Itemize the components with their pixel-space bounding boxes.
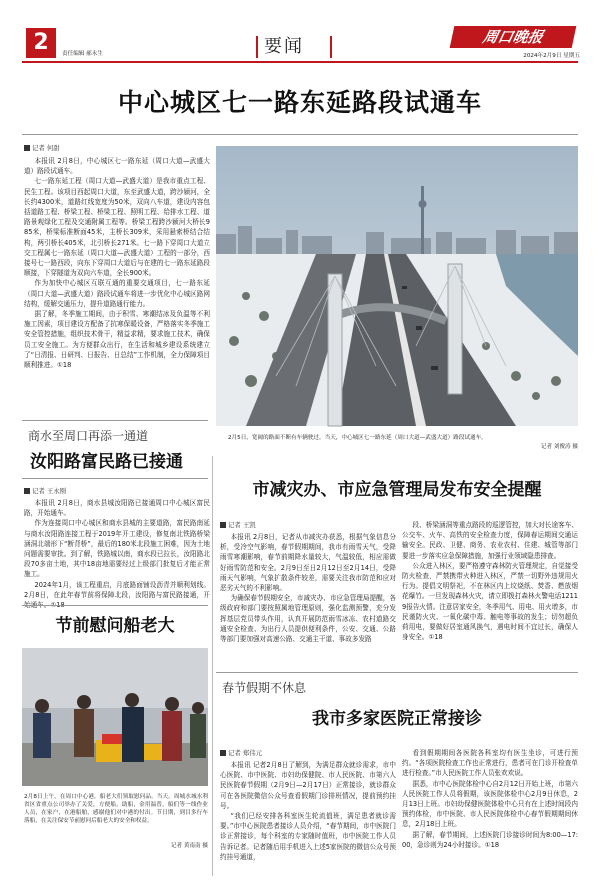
story4-credit: 记者 黄南南 摄	[170, 843, 208, 849]
story4-headline: 节前慰问船老大	[55, 616, 175, 636]
story4-caption: 2月8日上午，在周口中心港，船老大们领取慰问品。当天，周城水城水利省区省重点公司举办了关爱，方便船，助船，金用温普，船们等一线作业人员，在家户，在港船舶，感谢他们对中港的付出。节日期，到目多行车落船，在关注保安节前慰问后船老大的安全和权益。	[24, 794, 208, 824]
lead-headline: 中心城区七一路东延路段试通车	[117, 88, 482, 117]
lead-body: 本报讯 2月8日，中心城区七一路东延（周口大道—武盛大道）路段试通车。 七一路东延工程（周口大道—武盛大道）是我市重点工程、民生工程。该项目西起周口大道，东至武盛大道，跨沙颍河，全长约4300米，道路红线宽度为50米，双向八车道，建设内容包括道路工程、桥梁工程、桥梁工程、照明工程、给排水工程、道路景观绿化工程及交通附属工程等。桥梁工程跨沙颍河大桥长985米，桥梁标准断面45米，主桥长309米，采用悬索桥结合结构，两引桥长405米，北引桥长271米。七一路下穿周口大道立交工程属七一路东延（周口大道—武盛大道）工程的一部分，西接号七一路西段，向东下穿周口大道后与在建的七一路东延路段顺接，下穿隧道为双向六车道，全长900米。 作为加快中心城区互联互通的重要交通项目，七一路东延（周口大道—武盛大道）路段试通车将进一步优化中心城区路网结构，缓解交通压力，提升道路通行能力。 据了解，冬季施工期间，由于积雪、寒潮结冰及负温等不利施工因素，项目建设方配备了抗寒保暖设备，严格落实冬季施工安全管控措施，组织技术骨干，精益求精，要求施工技术，确保员工安全施工。为方便群众出行，在生活和城乡建设系统建立了“日清报、日研判、日报告、日总结”工作机制，全力保障项目顺利推进。①18	[24, 157, 210, 370]
story4-rule	[22, 605, 208, 606]
story2-rule-top	[22, 420, 208, 421]
page-number: 2	[26, 28, 56, 58]
story4-photo	[22, 648, 208, 786]
story2-kicker: 商水至周口再添一通道	[28, 429, 149, 443]
lead-rule	[22, 134, 578, 135]
story2-rule	[22, 478, 208, 479]
lead-photo-credit: 记者 刘俊涛 摄	[540, 444, 578, 450]
paper-logo: 周口晚报	[450, 26, 577, 48]
story3-headline: 市减灾办、市应急管理局发布安全提醒	[252, 480, 542, 500]
section-divider-right	[330, 36, 332, 58]
story3-byline: 记者 王凯	[220, 520, 380, 529]
lead-byline: 记者 何甜	[24, 143, 204, 152]
boatmen-photo-illustration	[22, 648, 208, 786]
section-divider-left	[256, 36, 258, 58]
story2-byline: 记者 王永刚	[24, 486, 204, 495]
story5-col1: 本报讯 记者2月8日了解到，为满足群众就诊需求，市中心医院、市中医院、市妇幼保健院、市人民医院、市第六人民医院春节假期（2月9日—2月17日）正常接诊，就诊群众可在各医院微信公众号查看假期门诊排班情况，提前预约挂号。 “我们已经安排各科室医生轮流值班，满足患者就诊需要。”市中心医院患者接诊人员介绍，“春节期间，市中医院门诊正常接诊，每个科室的专家随时值班，市中医院工作人员告诉记者。记者随后用手机进入上述5家医院的微信公众号预约挂号通道，	[220, 761, 396, 861]
lead-photo	[216, 146, 578, 426]
story5-col2: 看到假期期间各医院各科室均有医生坐诊，可进行预约。“各项医院检查工作也正常进行，患者可在门诊开检查单进行检查。”市人民医院工作人员张欢欢说。 据悉，市中心医院体检中心自2月12日开始上班，市第六人民医院工作人员将假期，该医院体检中心2月9日休息，2月13日上班。市妇幼保健医院体检中心只有在上述时间段内预约体检，市中医院、市人民医院体检中心春节假期期间休息，2月18日上班。 据了解，春节期间，上述医院门诊接诊时间为8:00—17:00，急诊则为24小时接诊。①18	[402, 749, 578, 849]
column-divider	[212, 456, 213, 876]
story5-rule	[216, 672, 578, 673]
story2-body: 本报讯 2月8日，商水县城汝阳路已接通周口中心城区富民路，开始通车。 作为连接周口中心城区和商水县城的主要道路，富民路南延与商水汝阳路连接工程于2019年开工建设，修复南北铁路桥梁涵洞北端形下“断背桥”，最后的180米北段施工困难，因为土地问题需要审批。到了解，铁路城以南，商水段已拉长，汝阳路北段70多亩土地，其中18亩地需要经过上级部门批复后才能正常施工。 2024年1月，该工程重启，月底路面铺设沥青并顺利划线。2月8日，在此年春节前将保障北段，汝阳路与富民路接通，开	[24, 499, 210, 599]
story5-byline: 记者 郑伟元	[220, 748, 380, 757]
editor-credit: 责任编辑 郝永生	[62, 51, 103, 57]
story3-col1: 本报讯 2月8日，记者从市减灾办获悉，根据气象信息分析，受冷空气影响，春节假期期间，我市有雨雪天气，受降雨雪寒潮影响，春节前期降水量较大，气温较低，相应需做好雨雪防范和安全。2月9日至日2月12日至2月14日，受降雨天气影响，气象扩散条件较差，需要关注我市防范和应对恶劣天气的不利影响。 为确保春节假期安全，市减灾办、市应急管理局提醒，各级政府和部门要按照属地管理原则，强化监测预警，充分发挥基层党员带头作用，认真开展防范雨雪冰冻、农村道路交通安全检查、为出行人员提供便利条件，公安、交通、公路等部门要加强对高速公路、交通主干道、事故多发路	[220, 533, 396, 644]
page-header	[0, 0, 600, 64]
story5-kicker: 春节假期不休息	[222, 681, 307, 695]
story5-headline: 我市多家医院正常接诊	[312, 709, 482, 729]
story3-col2: 段、桥梁涵洞等重点路段的巡逻管控，加大对长途客车、公交车、火车、高铁的安全检查力度，保障春运期间交通运输安全。民政、卫健、商务、农业农村、住建、城管等部门要进一步落实应急保障措施，加强行业领域隐患排查。 公众进入林区，要严格遵守森林防火管理规定，自觉接受防火检查，严禁携带火种进入林区，严禁一切野外违规用火行为。提倡文明祭祀，不在林区内上坟烧纸、焚香、燃放烟花爆竹。一旦发现森林火灾，请立即拨打森林火警电话12119报告火情。注意居家安全，冬季用气、用电、用火增多，市民谨防火灾、一氧化碳中毒、触电等事故的发生；切勿超负荷用电，要做好居室通风换气，遇电时间不宜过长，确保人身安全。①18	[402, 521, 578, 642]
header-rule	[22, 61, 578, 63]
issue-date: 2024年2月9日 星期五	[523, 53, 580, 59]
bridge-photo-illustration	[216, 146, 578, 426]
section-title: 要闻	[264, 36, 304, 57]
story2-headline: 汝阳路富民路已接通	[30, 452, 183, 472]
lead-photo-caption: 2月5日，宽阔的路面不断有车辆驶过。当天，中心城区七一路东延（周口大道—武盛大道）路段试通车。	[228, 435, 487, 441]
